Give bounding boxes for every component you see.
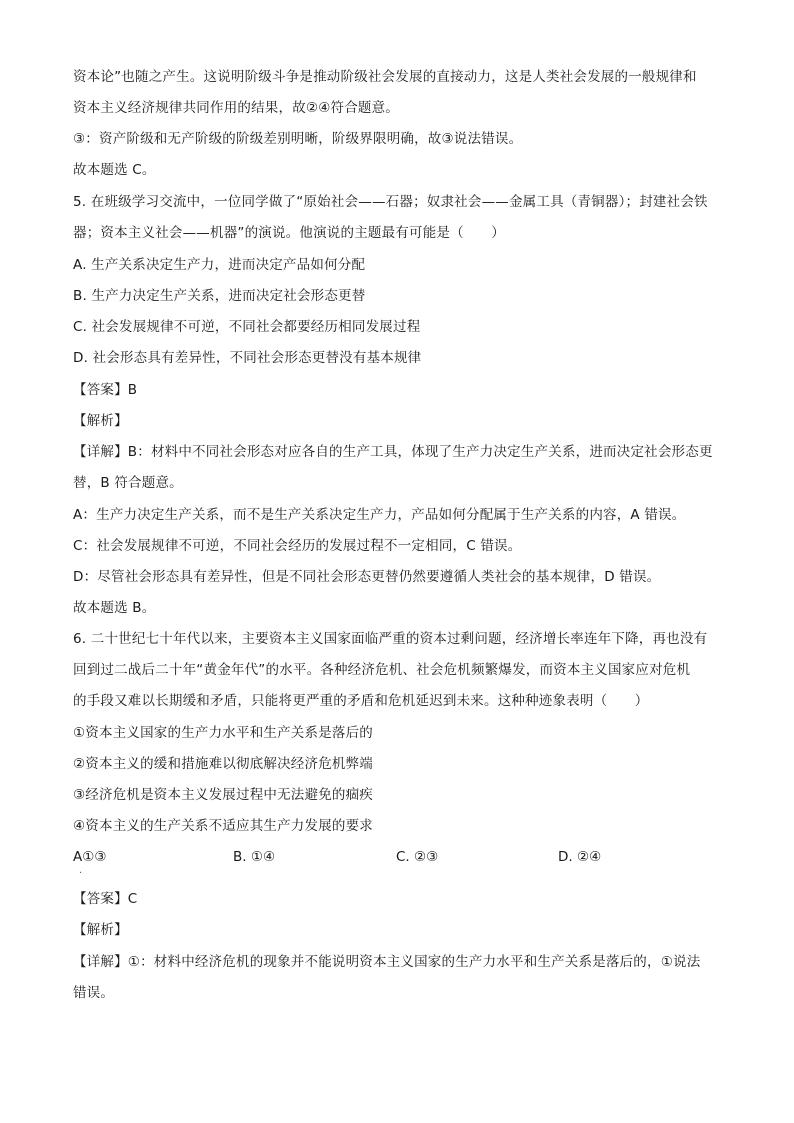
text-line: 故本题选 C。 (73, 162, 156, 178)
question-6-option-c: C. ②③ (396, 849, 439, 865)
stray-mark: · (79, 868, 83, 879)
explanation-line: 错误。 (73, 985, 115, 1001)
statement-4: ④资本主义的生产关系不适应其生产力发展的要求 (73, 818, 374, 834)
analysis-label: 【解析】 (73, 922, 128, 938)
answer-label: 【答案】B (73, 382, 138, 398)
question-5-option-d: D. 社会形态具有差异性，不同社会形态更替没有基本规律 (73, 350, 422, 366)
text-line: 资本论”也随之产生。这说明阶级斗争是推动阶级社会发展的直接动力，这是人类社会发展的一般规律和 (73, 69, 697, 85)
question-6-option-b: B. ①④ (233, 849, 276, 865)
statement-2: ②资本主义的缓和措施难以彻底解决经济危机弊端 (73, 756, 374, 772)
question-6-stem: 的手段又难以长期缓和矛盾，只能将更严重的矛盾和危机延迟到未来。这种种迹象表明（ ） (73, 693, 649, 709)
text-line: 资本主义经济规律共同作用的结果，故②④符合题意。 (73, 100, 400, 116)
question-5-option-a: A. 生产关系决定生产力，进而决定产品如何分配 (73, 257, 366, 273)
question-5-stem: 5. 在班级学习交流中，一位同学做了“原始社会——石器；奴隶社会——金属工具（青铜器）；封建社会铁 (73, 194, 708, 210)
question-6-stem: 回到过二战后二十年“黄金年代”的水平。各种经济危机、社会危机频繁爆发，而资本主义国家应对危机 (73, 662, 691, 678)
explanation-line: 故本题选 B。 (73, 600, 156, 616)
question-6-option-d: D. ②④ (558, 849, 602, 865)
explanation-line: C：社会发展规律不可逆，不同社会经历的发展过程不一定相同，C 错误。 (73, 538, 522, 554)
question-5-option-c: C. 社会发展规律不可逆，不同社会都要经历相同发展过程 (73, 319, 421, 335)
explanation-line: 【详解】①：材料中经济危机的现象并不能说明资本主义国家的生产力水平和生产关系是落后的，①说法 (73, 954, 701, 970)
statement-1: ①资本主义国家的生产力水平和生产关系是落后的 (73, 725, 374, 741)
text-line: ③：资产阶级和无产阶级的阶级差别明晰，阶级界限明确，故③说法错误。 (73, 131, 523, 147)
explanation-line: A：生产力决定生产关系，而不是生产关系决定生产力，产品如何分配属于生产关系的内容，A 错误。 (73, 507, 686, 523)
explanation-line: D：尽管社会形态具有差异性，但是不同社会形态更替仍然要遵循人类社会的基本规律，D 错误。 (73, 569, 661, 585)
answer-label: 【答案】C (73, 891, 138, 907)
question-6-stem: 6. 二十世纪七十年代以来，主要资本主义国家面临严重的资本过剩问题，经济增长率连年下降，再也没有 (73, 631, 708, 647)
question-5-option-b: B. 生产力决定生产关系，进而决定社会形态更替 (73, 288, 366, 304)
analysis-label: 【解析】 (73, 413, 128, 429)
statement-3: ③经济危机是资本主义发展过程中无法避免的痼疾 (73, 787, 374, 803)
question-5-stem: 器；资本主义社会——机器”的演说。他演说的主题最有可能是（ ） (73, 225, 505, 241)
explanation-line: 【详解】B：材料中不同社会形态对应各自的生产工具，体现了生产力决定生产关系，进而决定社会形态更 (73, 444, 713, 460)
question-6-option-a: A①③ (73, 849, 107, 865)
explanation-line: 替，B 符合题意。 (73, 475, 183, 491)
